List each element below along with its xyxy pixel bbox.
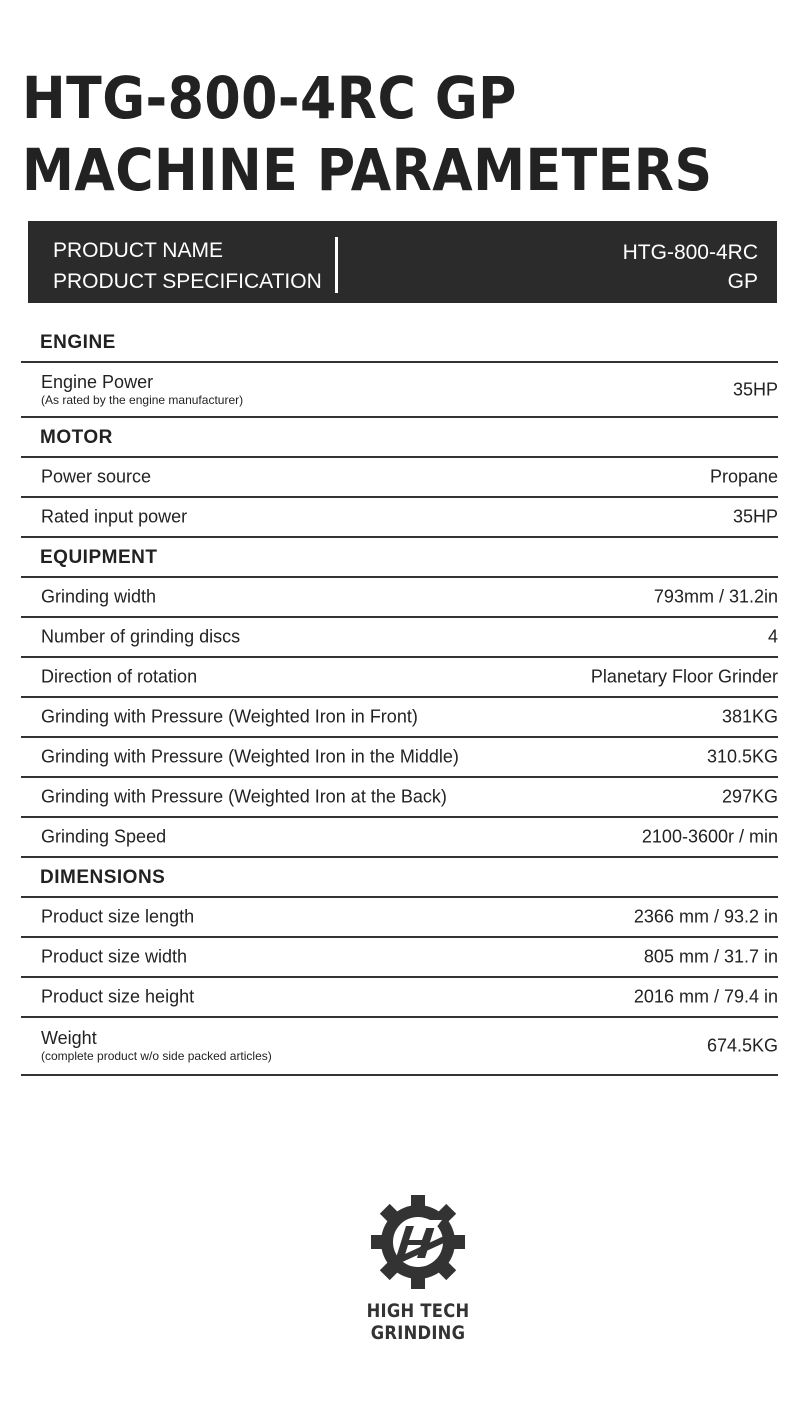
spec-label: Direction of rotation bbox=[41, 666, 198, 687]
spec-value: 310.5KG bbox=[706, 746, 778, 767]
spec-label-text: Engine Power bbox=[41, 371, 154, 392]
spec-label: Grinding width bbox=[41, 586, 157, 607]
spec-note: (complete product w/o side packed articles) bbox=[41, 1049, 272, 1063]
section-equipment bbox=[21, 538, 778, 578]
product-spec-label: PRODUCT SPECIFICATION bbox=[53, 270, 322, 293]
spec-value: Propane bbox=[709, 466, 778, 487]
spec-row-grinding-width bbox=[21, 578, 778, 618]
spec-label: Product size width bbox=[41, 946, 188, 967]
product-name-label: PRODUCT NAME bbox=[53, 239, 223, 262]
product-model bbox=[623, 238, 758, 296]
spec-row-grinding-speed bbox=[21, 818, 778, 858]
spec-value: 805 mm / 31.7 in bbox=[643, 946, 778, 967]
spec-value: 2016 mm / 79.4 in bbox=[633, 986, 778, 1007]
spec-label: Grinding with Pressure (Weighted Iron in the Middle) bbox=[41, 746, 459, 767]
spec-row-rotation-direction bbox=[21, 658, 778, 698]
spec-value: Planetary Floor Grinder bbox=[590, 666, 778, 687]
product-model-line-1: HTG-800-4RC bbox=[622, 241, 758, 264]
spec-label: Product size height bbox=[41, 986, 195, 1007]
spec-row-pressure-back bbox=[21, 778, 778, 818]
spec-label: Grinding with Pressure (Weighted Iron in Front) bbox=[41, 706, 418, 727]
spec-label: Power source bbox=[41, 466, 152, 487]
spec-row-pressure-middle bbox=[21, 738, 778, 778]
spec-row-engine-power bbox=[21, 363, 778, 418]
spec-row-pressure-front bbox=[21, 698, 778, 738]
spec-row-size-width bbox=[21, 938, 778, 978]
header-labels bbox=[53, 235, 322, 297]
spec-label: Grinding Speed bbox=[41, 826, 167, 847]
spec-table bbox=[21, 322, 778, 1076]
section-title-dimensions: DIMENSIONS bbox=[40, 867, 166, 888]
spec-header-bar bbox=[28, 221, 777, 303]
spec-row-rated-input-power bbox=[21, 498, 778, 538]
page-title bbox=[22, 62, 713, 206]
brand-name: HIGH TECH GRINDING bbox=[366, 1300, 470, 1344]
spec-row-grinding-discs bbox=[21, 618, 778, 658]
header-divider bbox=[335, 237, 338, 293]
section-title-equipment: EQUIPMENT bbox=[40, 547, 158, 568]
spec-label bbox=[41, 1028, 272, 1064]
spec-value: 2366 mm / 93.2 in bbox=[633, 906, 778, 927]
spec-value: 4 bbox=[767, 626, 778, 647]
spec-label: Number of grinding discs bbox=[41, 626, 241, 647]
product-model-line-2: GP bbox=[727, 270, 758, 293]
section-title-engine: ENGINE bbox=[40, 332, 116, 353]
section-title-motor: MOTOR bbox=[40, 427, 113, 448]
title-line-1: HTG-800-4RC GP bbox=[22, 64, 517, 132]
spec-row-size-length bbox=[21, 898, 778, 938]
section-engine bbox=[21, 322, 778, 363]
spec-value: 297KG bbox=[721, 786, 778, 807]
section-dimensions bbox=[21, 858, 778, 898]
spec-value: 674.5KG bbox=[706, 1035, 778, 1056]
spec-label: Grinding with Pressure (Weighted Iron at the Back) bbox=[41, 786, 447, 807]
section-motor bbox=[21, 418, 778, 458]
spec-row-size-height bbox=[21, 978, 778, 1018]
spec-label: Rated input power bbox=[41, 506, 188, 527]
spec-value: 381KG bbox=[721, 706, 778, 727]
spec-value: 35HP bbox=[732, 506, 778, 527]
spec-row-weight bbox=[21, 1018, 778, 1076]
spec-note: (As rated by the engine manufacturer) bbox=[41, 392, 244, 407]
spec-row-power-source bbox=[21, 458, 778, 498]
title-line-2: MACHINE PARAMETERS bbox=[22, 136, 713, 204]
spec-label-text: Weight bbox=[41, 1028, 97, 1048]
spec-label bbox=[41, 372, 243, 408]
spec-value: 2100-3600r / min bbox=[641, 826, 778, 847]
spec-value: 35HP bbox=[732, 379, 778, 399]
spec-value: 793mm / 31.2in bbox=[653, 586, 778, 607]
spec-label: Product size length bbox=[41, 906, 195, 927]
